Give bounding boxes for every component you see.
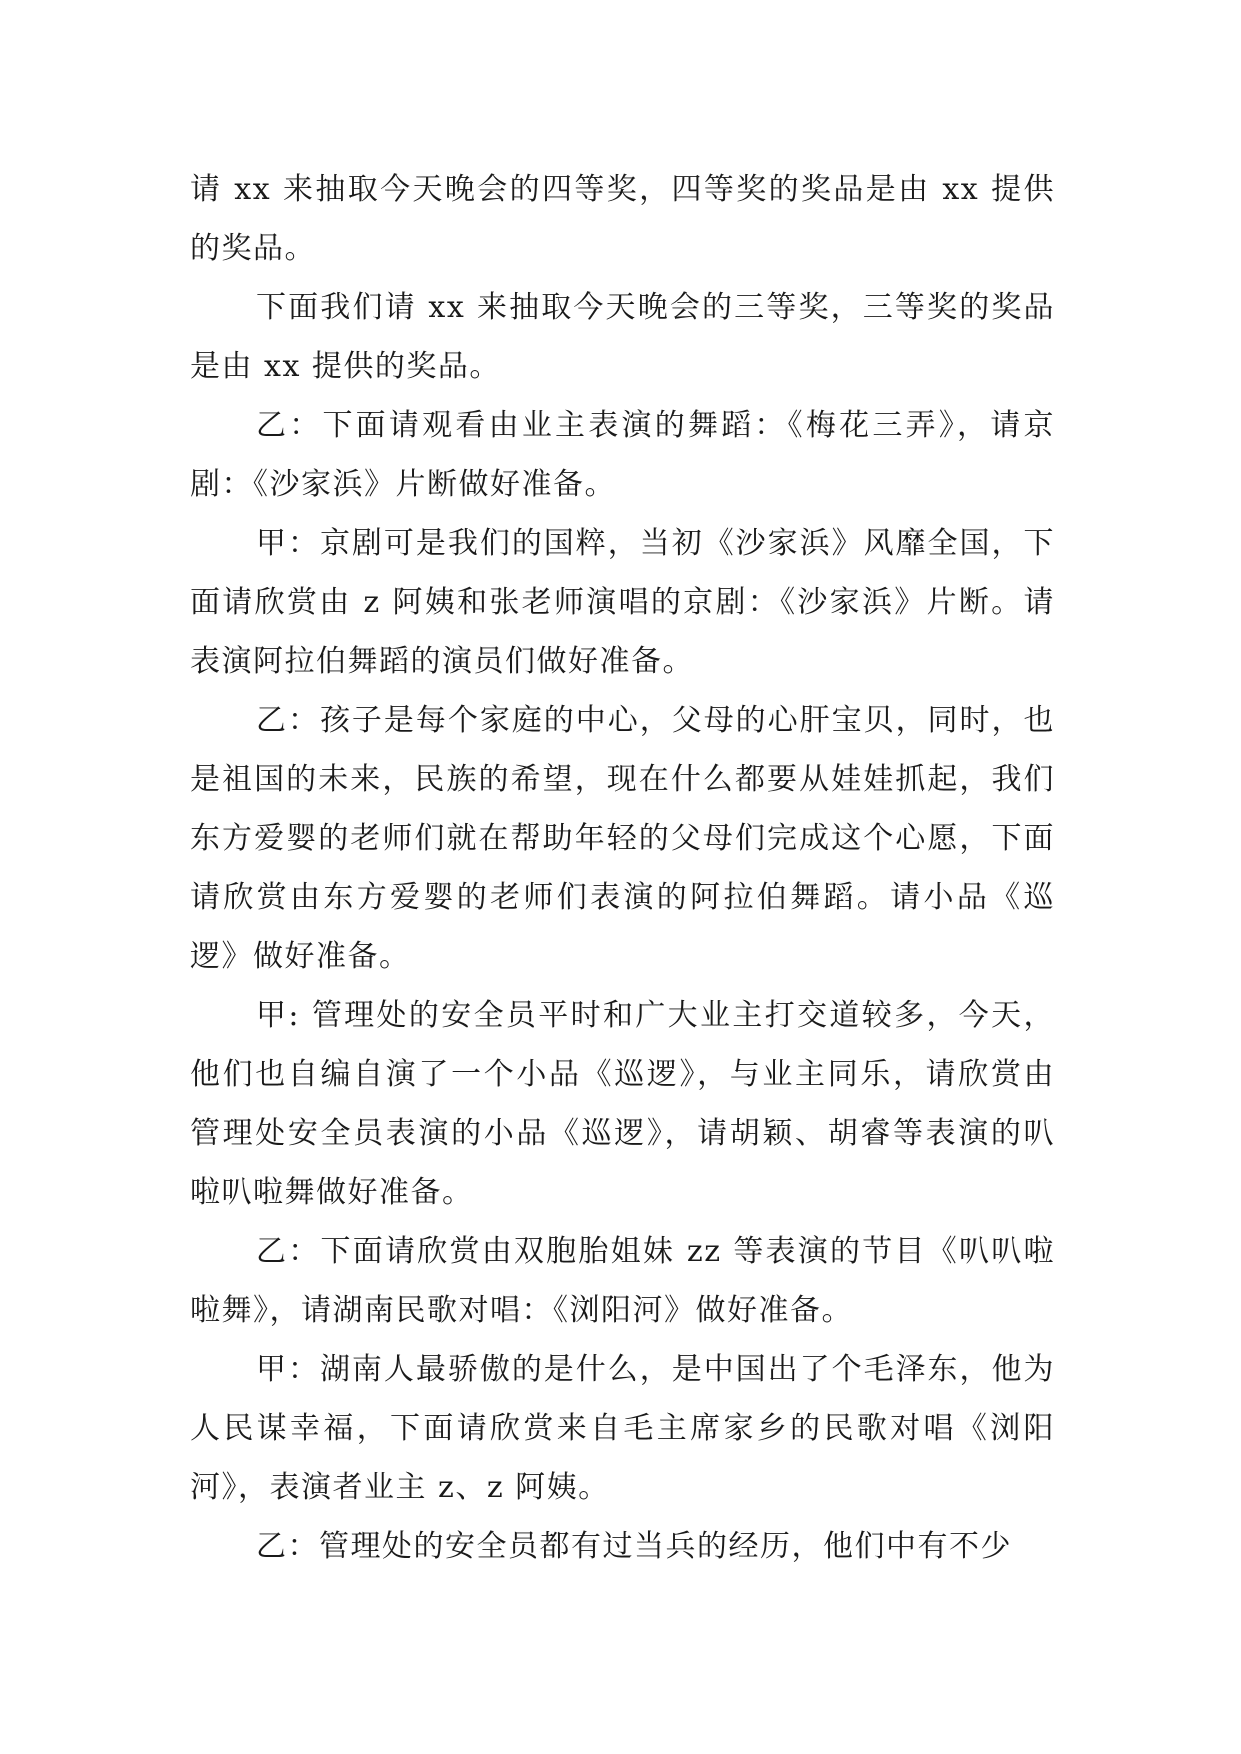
paragraph-9: 乙：管理处的安全员都有过当兵的经历，他们中有不少	[256, 1529, 1012, 1564]
paragraph-8: 甲：湖南人最骄傲的是什么，是中国出了个毛泽东，他为人民谋幸福，下面请欣赏来自毛主席家乡的民歌对唱《浏阳河》，表演者业主 z、z 阿姨。	[190, 1352, 1055, 1505]
paragraph-4: 甲：京剧可是我们的国粹，当初《沙家浜》风靡全国，下面请欣赏由 z 阿姨和张老师演唱的京剧：《沙家浜》片断。请表演阿拉伯舞蹈的演员们做好准备。	[190, 526, 1055, 679]
paragraph-1: 请 xx 来抽取今天晚会的四等奖，四等奖的奖品是由 xx 提供的奖品。	[190, 172, 1055, 266]
paragraph-6: 甲: 管理处的安全员平时和广大业主打交道较多，今天，他们也自编自演了一个小品《巡逻》，与业主同乐，请欣赏由管理处安全员表演的小品《巡逻》，请胡颖、胡睿等表演的叭啦叭啦舞做好准备。	[190, 998, 1055, 1210]
paragraph-2: 下面我们请 xx 来抽取今天晚会的三等奖，三等奖的奖品是由 xx 提供的奖品。	[190, 290, 1055, 384]
paragraph-5: 乙：孩子是每个家庭的中心，父母的心肝宝贝，同时，也是祖国的未来，民族的希望，现在什么都要从娃娃抓起，我们东方爱婴的老师们就在帮助年轻的父母们完成这个心愿，下面请欣赏由东方爱婴的老师们表演的阿拉伯舞蹈。请小品《巡逻》做好准备。	[190, 703, 1055, 974]
document-body	[190, 160, 1055, 1576]
paragraph-3: 乙：下面请观看由业主表演的舞蹈：《梅花三弄》，请京剧：《沙家浜》片断做好准备。	[190, 408, 1055, 502]
paragraph-7: 乙：下面请欣赏由双胞胎姐妹 zz 等表演的节目《叭叭啦啦舞》，请湖南民歌对唱：《浏阳河》做好准备。	[190, 1234, 1055, 1328]
